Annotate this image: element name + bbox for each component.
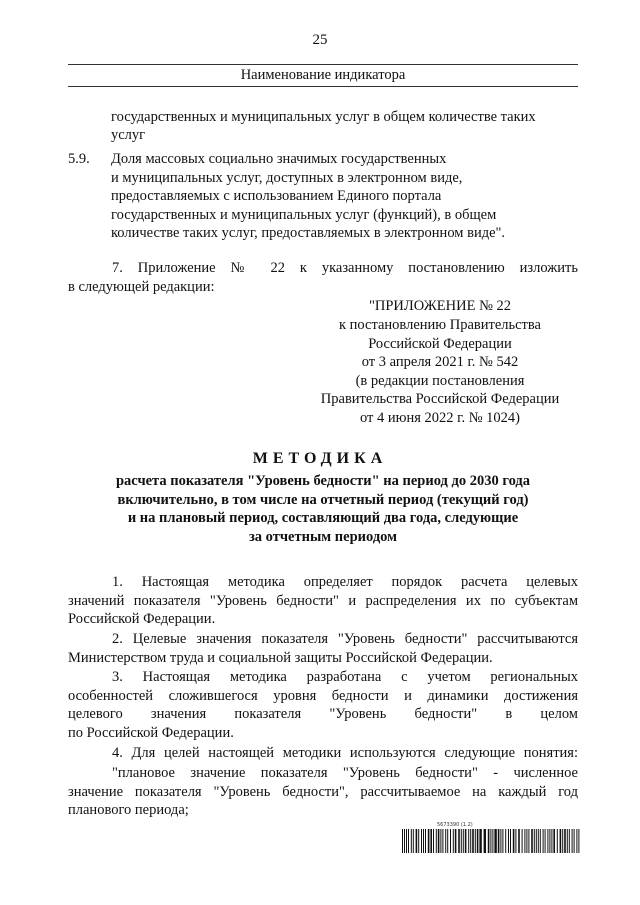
table-cont-line-1: государственных и муниципальных услуг в общем количестве таких	[111, 109, 536, 125]
body-line: значение показателя "Уровень бедности", рассчитываемое на каждый год	[68, 783, 578, 800]
page-number: 25	[312, 32, 328, 48]
appendix-line: "ПРИЛОЖЕНИЕ № 22	[368, 298, 512, 314]
appendix-line: от 3 апреля 2021 г. № 542	[361, 354, 519, 370]
para7-line-1: 7. Приложение № 22 к указанному постановлению изложить	[112, 260, 578, 276]
body-line: 3. Настоящая методика разработана с учетом региональных	[112, 669, 578, 685]
table-item-line: количестве таких услуг, предоставляемых в электронном виде".	[111, 225, 506, 241]
body-line: "плановое значение показателя "Уровень бедности" - численное	[112, 765, 578, 781]
appendix-line: (в редакции постановления	[355, 372, 525, 389]
body-line: 2. Целевые значения показателя "Уровень бедности" рассчитываются	[112, 631, 578, 647]
appendix-line: к постановлению Правительства	[339, 317, 541, 333]
subtitle-line: расчета показателя "Уровень бедности" на период до 2030 года	[115, 473, 530, 489]
document-subtitle	[68, 472, 578, 546]
table-item-line: предоставляемых с использованием Единого портала	[111, 188, 442, 204]
para7-line-2: в следующей редакции:	[68, 279, 215, 295]
appendix-line: от 4 июня 2022 г. № 1024)	[359, 409, 521, 426]
body-line: значений показателя "Уровень бедности" и распределения их по субъектам	[68, 592, 578, 609]
table-item-line: и муниципальных услуг, доступных в электронном виде,	[111, 169, 463, 186]
table-cont-line-2: услуг	[111, 127, 146, 143]
subtitle-line: и на плановый период, составляющий два года, следующие	[127, 510, 519, 526]
subtitle-line: включительно, в том числе на отчетный период (текущий год)	[117, 491, 529, 508]
body-line: целевого значения показателя "Уровень бедности" в целом	[68, 706, 578, 722]
body-line: по Российской Федерации.	[68, 724, 234, 741]
table-item-line: Доля массовых социально значимых государственных	[111, 151, 447, 167]
barcode-image	[402, 829, 580, 853]
table-item-line: государственных и муниципальных услуг (функций), в общем	[111, 206, 497, 223]
body-line: 4. Для целей настоящей методики используются следующие понятия:	[112, 745, 578, 761]
table-header-rule	[68, 86, 578, 87]
table-top-rule	[68, 64, 578, 65]
appendix-line: Правительства Российской Федерации	[320, 391, 560, 407]
barcode-label: 5673390 (1.2)	[437, 822, 473, 828]
body-line: Министерством труда и социальной защиты Российской Федерации.	[68, 649, 493, 666]
table-header: Наименование индикатора	[240, 67, 406, 83]
table-item-number: 5.9.	[68, 151, 90, 167]
appendix-line: Российской Федерации	[368, 335, 512, 352]
body-line: планового периода;	[68, 802, 189, 818]
subtitle-line: за отчетным периодом	[248, 528, 398, 545]
body-line: Российской Федерации.	[68, 611, 216, 627]
body-line: особенностей сложившегося уровня бедности и динамики достижения	[68, 687, 578, 704]
document-title: МЕТОДИКА	[252, 450, 388, 467]
body-line: 1. Настоящая методика определяет порядок расчета целевых	[112, 574, 578, 590]
